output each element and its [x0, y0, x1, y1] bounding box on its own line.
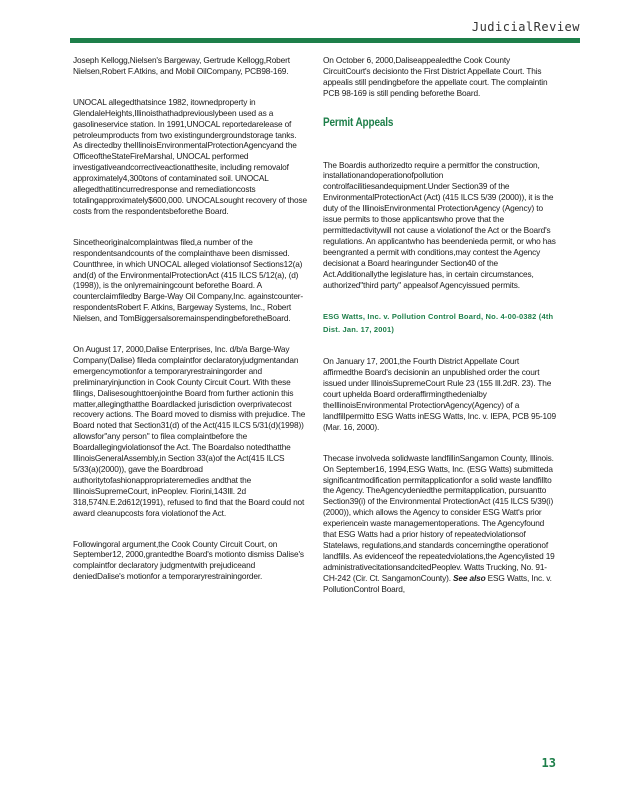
header-rule — [70, 38, 580, 43]
paragraph: On August 17, 2000,Dalise Enterprises, Inc. d/b/a Barge-Way Company(Dalise) fileda complaintfor declaratoryjudgmentandan emergencymotionfor a temporaryrestrainingorder and preliminaryinjunction in Cook County Circuit Court. With these filings, Dalisesoughttoenjointhe Board from further actionin this matter,allegingthatthe Boardlacked jurisdiction overprivatecost recovery actions. The Board moved to dismiss with prejudice. The Board noted that Section31(d) of the Act(415 ILCS 5/31(d)(1998)) allowsfor"any person" to filea complaintbefore the Boardallegingviolationsof the Act. The Boardalso notedthatthe IllinoisGeneralAssembly,in Section 33(a)of the Act(415 ILCS 5/33(a)(2000)), gave the Boardbroad authoritytofashionappropriateremedies andthat the IllinoisSupremeCourt, inPeoplev. Fiorini,143Ill. 2d 318,574N.E.2d612(1991), refused to find that the Board could not award cleanupcosts fora violationof the Act. — [73, 344, 306, 518]
page-number: 13 — [541, 756, 556, 770]
right-column — [323, 55, 557, 595]
left-column — [73, 55, 307, 602]
see-also-label: See also — [453, 572, 486, 583]
paragraph — [323, 453, 557, 595]
header-title: JudicialReview — [471, 20, 580, 34]
case-heading: ESG Watts, Inc. v. Pollution Control Board, No. 4-00-0382 (4th Dist. Jan. 17, 2001) — [323, 312, 554, 335]
paragraph: UNOCAL allegedthatsince 1982, itownedproperty in GlendaleHeights,Illinoisthathadpreviouslybeen used as a gasolineservice station. In 1991,UNOCAL reportedarelease of petroleumproducts from two existingundergroundstorage tanks. As directedby theIllinoisEnvironmentalProtectionAgencyand the OfficeoftheStateFireMarshal, UNOCAL performed investigativeandcorrectiveactionatthesite, including removalof approximately4,300tons of contaminated soil. UNOCAL allegedthatitincurredresponse and remediationcosts totalingapproximately$600,000. UNOCALsought recovery of those costs from the respondentsbeforethe Board. — [73, 96, 307, 216]
paragraph-text: Thecase involveda solidwaste landfillinSangamon County, Illinois. On September16, 1994,ESG Watts, Inc. (ESG Watts) submitteda significantmodification permitapplicationfor a solid waste landfillto the Agency. TheAgencydeniedthe permitapplication, pursuantto Section39(i) of the Environmental ProtectionAct (415 ILCS 5/39(i)(2000)), which allows the Agency to consider ESG Watt's prior experiencein waste managementoperations. The Agencyfound that ESG Watts had a prior history of repeatedviolationsof Statelaws, regulations,and standards concerningthe operationof landfills. As evidenceof the repeatedviolations,the Agencylisted 19 administrativecitationsandcitedPeoplev. Watts Trucking, No. 91-CH-242 (Cir. Ct. SangamonCounty). — [323, 452, 555, 583]
paragraph: Joseph Kellogg,Nielsen's Bargeway, Gertrude Kellogg,Robert Nielsen,Robert F.Atkins, and Mobil OilCompany, PCB98-169. — [73, 55, 290, 76]
paragraph: Sincetheoriginalcomplaintwas filed,a number of the respondentsandcounts of the complainthave been dismissed. Countthree, in which UNOCAL alleged violationsof Sections12(a) and(d) of the EnvironmentalProtectionAct (415 ILCS 5/12(a), (d) (1998)), is the onlyremainingcount beforethe Board. A counterclaimfiledby Barge-Way Oil Company,Inc. againstcounter-respondentsRobert F. Atkins, Bargeway Systems, Inc., Robert Nielsen, and TomBiggersalsoremainspendingbeforetheBoard. — [73, 236, 304, 324]
paragraph: The Boardis authorizedto require a permitfor the construction, installationandoperationofpollution controlfacilitiesandequipment.Under Section39 of the EnvironmentalProtectionAct (Act) (415 ILCS 5/39 (2000)), it is the duty of the IllinoisEnvironmental ProtectionAgency (Agency) to issue permits to those applicantswho prove that the permittedactivitywill not cause a violationof the Act or the Board's regulations. An applicantwho has beendenieda permit, or who has beengranted a permit with conditions,may contest the Agency decisionat a Board hearingunder Section40 of the Act.Additionallythe legislature has, in certain circumstances, authorized"third party" appealsof Agencyissued permits. — [323, 159, 556, 290]
paragraph: On January 17, 2001,the Fourth District Appellate Court affirmedthe Board's decisionin an unpublished order the court issued under IllinoisSupremeCourt Rule 23 (155 Ill.2dR. 23). The court upheldа Board orderaffirmingthedenialby theIllinoisEnvironmental ProtectionAgency(Agency) of a landfillpermitto ESG Watts inESG Watts, Inc. v. IEPA, PCB 95-109 (Mar. 16, 2000). — [323, 356, 556, 432]
paragraph: On October 6, 2000,Daliseappealedthe Cook County CircuitCourt's decisionto the First District Appellate Court. This appealis still pendingbefore the appellate court. The complaintin PCB 98-169 is still pending beforethe Board. — [323, 55, 548, 98]
see-also-text: ESG Watts, Inc. v. PollutionControl Board, — [323, 572, 552, 594]
section-heading: Permit Appeals — [323, 116, 394, 130]
paragraph: Followingoral argument,the Cook County Circuit Court, on September12, 2000,grantedthe Board's motionto dismiss Dalise's complaintfor declaratory judgmentwith prejudiceand deniedDalise's motionfor a temporaryrestrainingorder. — [73, 538, 304, 582]
